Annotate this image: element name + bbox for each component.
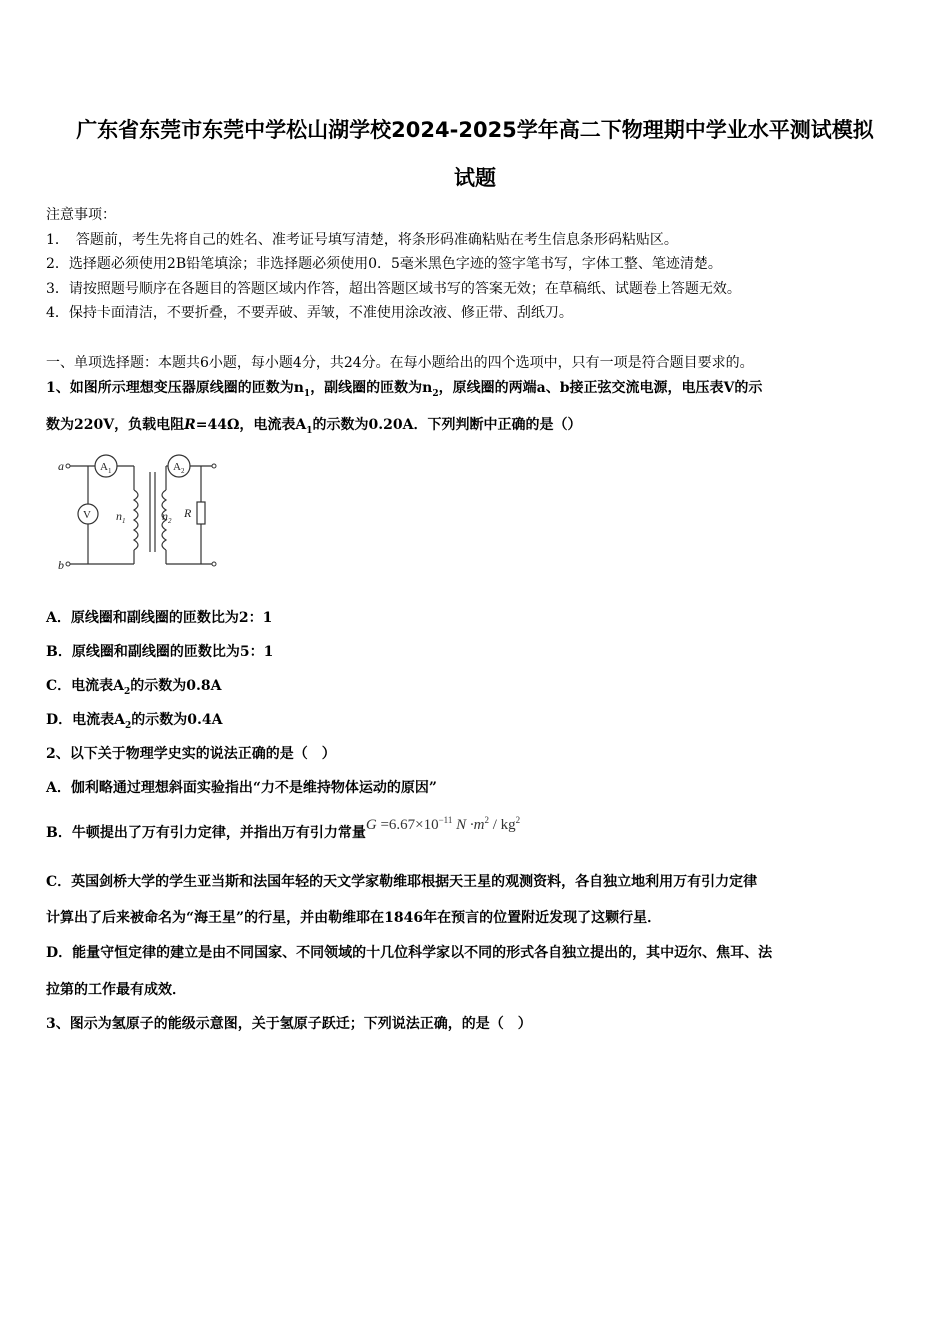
notice-heading: 注意事项： <box>46 207 116 223</box>
q1-option-b: B．原线圈和副线圈的匝数比为5：1 <box>46 644 274 660</box>
q1-stem-line2: 数为220V，负载电阻R=44Ω，电流表$A_1$的示数为0.20A．下列判断中正确的是（） <box>46 417 582 436</box>
q2-option-d-line2: 拉第的工作最有成效． <box>46 982 186 998</box>
q2-option-b: B．牛顿提出了万有引力定律，并指出万有引力常量$G =6.67\times 10^{-11}$ $N \cdot m^2 / kg^2$ <box>46 815 521 841</box>
label-b: b <box>58 558 64 572</box>
notice-item-3: 3．请按照题号顺序在各题目的答题区域内作答，超出答题区域书写的答案无效；在草稿纸、试题卷上答题无效。 <box>46 281 741 297</box>
label-a: a <box>58 459 64 473</box>
terminal-out-bottom <box>212 562 216 566</box>
ammeter-a2: $A_2$ <box>173 461 185 475</box>
label-r: R <box>184 506 192 520</box>
q2-option-c-line2: 计算出了后来被命名为“海王星”的行星，并由勒维耶在1846年在预言的位置附近发现了这颗行星． <box>46 910 662 926</box>
q3-stem: 3、图示为氢原子的能级示意图，关于氢原子跃迁；下列说法正确，的是（ ） <box>46 1016 532 1032</box>
page-title-continued: 试题 <box>454 166 496 190</box>
q1-option-a: A．原线圈和副线圈的匝数比为2：1 <box>46 610 273 626</box>
q1-stem-line1: 1、如图所示理想变压器原线圈的匝数为$n_1$，副线圈的匝数为$n_2$，原线圈的两端a、b接正弦交流电源，电压表V的示 <box>46 380 763 399</box>
page-title: 广东省东莞市东莞中学松山湖学校2024-2025学年高二下物理期中学业水平测试模拟 <box>76 118 874 142</box>
q1-option-c: C．电流表$A_2$的示数为0.8A <box>46 678 222 697</box>
voltmeter-v: V <box>83 509 91 521</box>
q2-option-d-line1: D．能量守恒定律的建立是由不同国家、不同领域的十几位科学家以不同的形式各自独立提出的，其中迈尔、焦耳、法 <box>46 945 773 961</box>
label-n1: $n_1$ <box>116 509 126 525</box>
q1-option-d: D．电流表$A_2$的示数为0.4A <box>46 712 223 731</box>
label-n2: $n_2$ <box>162 509 172 525</box>
ammeter-a1: $A_1$ <box>100 461 112 475</box>
section-heading: 一、单项选择题：本题共6小题，每小题4分，共24分。在每小题给出的四个选项中，只有一项是符合题目要求的。 <box>46 355 754 371</box>
terminal-b <box>66 562 70 566</box>
terminal-a <box>66 464 70 468</box>
terminal-out-top <box>212 464 216 468</box>
notice-item-1: 1． 答题前，考生先将自己的姓名、准考证号填写清楚，将条形码准确粘贴在考生信息条形码粘贴区。 <box>46 232 678 248</box>
gravitational-constant-formula: $G =6.67\times 10^{-11}$ $N \cdot m^2 / kg^2$ <box>365 815 521 833</box>
notice-item-2: 2．选择题必须使用2B铅笔填涂；非选择题必须使用0．5毫米黑色字迹的签字笔书写，字体工整、笔迹清楚。 <box>46 256 722 272</box>
transformer-circuit-diagram <box>58 452 228 577</box>
q2-stem: 2、以下关于物理学史实的说法正确的是（ ） <box>46 746 336 762</box>
q2-option-a: A．伽利略通过理想斜面实验指出“力不是维持物体运动的原因” <box>46 780 437 796</box>
notice-item-4: 4．保持卡面清洁，不要折叠，不要弄破、弄皱，不准使用涂改液、修正带、刮纸刀。 <box>46 305 573 321</box>
q2-option-c-line1: C．英国剑桥大学的学生亚当斯和法国年轻的天文学家勒维耶根据天王星的观测资料，各自独立地利用万有引力定律 <box>46 874 758 890</box>
